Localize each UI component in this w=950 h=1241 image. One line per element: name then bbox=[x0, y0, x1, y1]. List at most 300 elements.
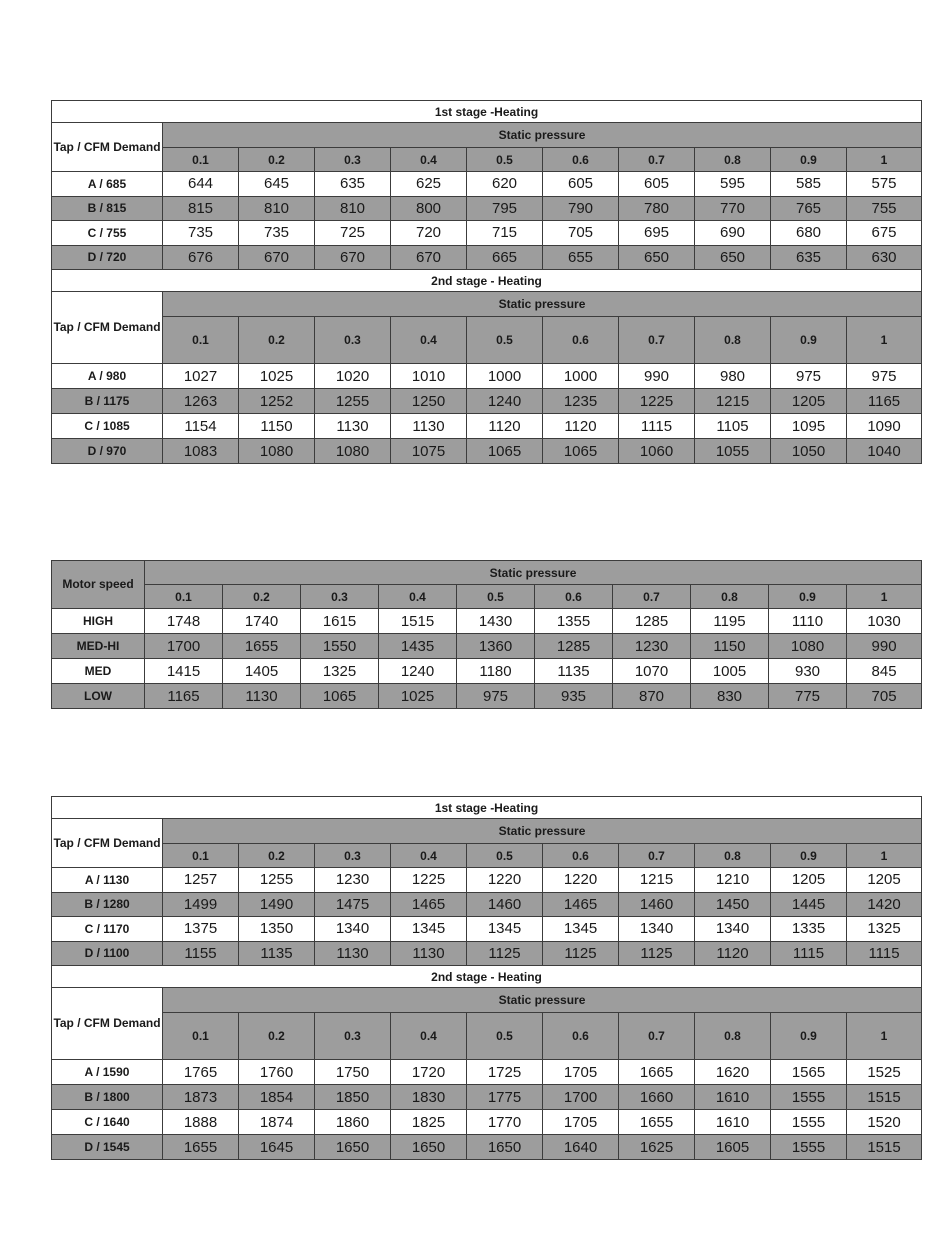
pressure-value-header: 0.8 bbox=[691, 585, 769, 609]
airflow-cell: 795 bbox=[467, 196, 543, 221]
table-row bbox=[52, 634, 922, 659]
static-pressure-row bbox=[52, 123, 922, 148]
airflow-cell: 630 bbox=[847, 245, 922, 270]
airflow-cell: 1220 bbox=[467, 868, 543, 893]
airflow-cell: 1252 bbox=[239, 389, 315, 414]
static-pressure-header: Static pressure bbox=[163, 292, 922, 317]
airflow-cell: 1130 bbox=[391, 414, 467, 439]
section-title-row bbox=[52, 101, 922, 123]
airflow-table-a bbox=[51, 100, 922, 464]
airflow-cell: 990 bbox=[619, 364, 695, 389]
airflow-cell: 1888 bbox=[163, 1110, 239, 1135]
airflow-cell: 1205 bbox=[847, 868, 922, 893]
airflow-cell: 670 bbox=[315, 245, 391, 270]
tap-cfm-label: C / 1640 bbox=[52, 1110, 163, 1135]
airflow-cell: 1135 bbox=[239, 941, 315, 966]
airflow-cell: 1240 bbox=[467, 389, 543, 414]
airflow-cell: 1660 bbox=[619, 1085, 695, 1110]
airflow-cell: 1180 bbox=[457, 659, 535, 684]
section-title-row bbox=[52, 270, 922, 292]
airflow-cell: 1255 bbox=[239, 868, 315, 893]
airflow-cell: 1445 bbox=[771, 892, 847, 917]
pressure-value-header: 0.4 bbox=[391, 317, 467, 364]
airflow-cell: 1605 bbox=[695, 1135, 771, 1160]
airflow-cell: 775 bbox=[769, 684, 847, 709]
airflow-cell: 1020 bbox=[315, 364, 391, 389]
airflow-cell: 1825 bbox=[391, 1110, 467, 1135]
airflow-cell: 670 bbox=[391, 245, 467, 270]
airflow-cell: 1345 bbox=[391, 917, 467, 942]
pressure-value-header: 0.3 bbox=[301, 585, 379, 609]
airflow-cell: 1120 bbox=[467, 414, 543, 439]
tap-cfm-label: A / 685 bbox=[52, 172, 163, 197]
airflow-cell: 1640 bbox=[543, 1135, 619, 1160]
airflow-cell: 1345 bbox=[543, 917, 619, 942]
airflow-cell: 1240 bbox=[379, 659, 457, 684]
airflow-cell: 1325 bbox=[847, 917, 922, 942]
table-row bbox=[52, 221, 922, 246]
airflow-cell: 635 bbox=[771, 245, 847, 270]
airflow-cell: 1235 bbox=[543, 389, 619, 414]
stage1-heating-section bbox=[52, 797, 922, 966]
airflow-cell: 1375 bbox=[163, 917, 239, 942]
airflow-cell: 845 bbox=[847, 659, 922, 684]
airflow-cell: 1405 bbox=[223, 659, 301, 684]
airflow-cell: 645 bbox=[239, 172, 315, 197]
airflow-cell: 1205 bbox=[771, 389, 847, 414]
airflow-cell: 1725 bbox=[467, 1060, 543, 1085]
airflow-cell: 1765 bbox=[163, 1060, 239, 1085]
table-row bbox=[52, 196, 922, 221]
pressure-value-header: 1 bbox=[847, 1013, 922, 1060]
airflow-cell: 1130 bbox=[391, 941, 467, 966]
stage2-heating-section bbox=[52, 270, 922, 464]
stage2-heating-section bbox=[52, 966, 922, 1160]
airflow-cell: 1150 bbox=[239, 414, 315, 439]
static-pressure-row bbox=[52, 819, 922, 844]
airflow-cell: 1130 bbox=[315, 941, 391, 966]
table-row bbox=[52, 659, 922, 684]
pressure-value-header: 0.5 bbox=[467, 844, 543, 868]
airflow-cell: 1775 bbox=[467, 1085, 543, 1110]
airflow-cell: 720 bbox=[391, 221, 467, 246]
airflow-cell: 1000 bbox=[543, 364, 619, 389]
airflow-cell: 1655 bbox=[619, 1110, 695, 1135]
pressure-value-header: 0.7 bbox=[619, 844, 695, 868]
airflow-cell: 1285 bbox=[613, 609, 691, 634]
airflow-cell: 1645 bbox=[239, 1135, 315, 1160]
airflow-cell: 1010 bbox=[391, 364, 467, 389]
airflow-cell: 800 bbox=[391, 196, 467, 221]
airflow-cell: 1110 bbox=[769, 609, 847, 634]
airflow-cell: 1830 bbox=[391, 1085, 467, 1110]
airflow-cell: 1225 bbox=[619, 389, 695, 414]
airflow-cell: 1655 bbox=[163, 1135, 239, 1160]
airflow-cell: 1465 bbox=[391, 892, 467, 917]
airflow-cell: 1740 bbox=[223, 609, 301, 634]
tap-cfm-label: C / 1170 bbox=[52, 917, 163, 942]
airflow-cell: 1285 bbox=[535, 634, 613, 659]
airflow-cell: 1340 bbox=[619, 917, 695, 942]
pressure-value-header: 1 bbox=[847, 317, 922, 364]
airflow-cell: 990 bbox=[847, 634, 922, 659]
motor-speed-table bbox=[51, 560, 922, 709]
airflow-cell: 755 bbox=[847, 196, 922, 221]
airflow-cell: 575 bbox=[847, 172, 922, 197]
airflow-cell: 680 bbox=[771, 221, 847, 246]
section-title-row bbox=[52, 797, 922, 819]
airflow-cell: 1650 bbox=[467, 1135, 543, 1160]
airflow-cell: 605 bbox=[543, 172, 619, 197]
pressure-value-header: 0.2 bbox=[239, 148, 315, 172]
airflow-cell: 980 bbox=[695, 364, 771, 389]
airflow-cell: 1025 bbox=[379, 684, 457, 709]
airflow-cell: 790 bbox=[543, 196, 619, 221]
airflow-cell: 1135 bbox=[535, 659, 613, 684]
airflow-cell: 705 bbox=[847, 684, 922, 709]
airflow-cell: 1475 bbox=[315, 892, 391, 917]
table-row bbox=[52, 1085, 922, 1110]
airflow-cell: 1350 bbox=[239, 917, 315, 942]
pressure-value-header: 0.5 bbox=[467, 1013, 543, 1060]
airflow-cell: 1220 bbox=[543, 868, 619, 893]
pressure-value-header: 0.5 bbox=[467, 317, 543, 364]
airflow-cell: 1195 bbox=[691, 609, 769, 634]
airflow-cell: 1025 bbox=[239, 364, 315, 389]
pressure-value-header: 0.7 bbox=[619, 317, 695, 364]
airflow-cell: 1720 bbox=[391, 1060, 467, 1085]
airflow-cell: 644 bbox=[163, 172, 239, 197]
airflow-cell: 975 bbox=[457, 684, 535, 709]
airflow-cell: 1340 bbox=[315, 917, 391, 942]
section-title-row bbox=[52, 966, 922, 988]
airflow-table-b bbox=[51, 796, 922, 1160]
tap-cfm-label: B / 1800 bbox=[52, 1085, 163, 1110]
pressure-value-header: 0.9 bbox=[771, 317, 847, 364]
airflow-cell: 1748 bbox=[145, 609, 223, 634]
airflow-cell: 1215 bbox=[695, 389, 771, 414]
table-row bbox=[52, 868, 922, 893]
motor-speed-label: MED bbox=[52, 659, 145, 684]
pressure-value-header: 1 bbox=[847, 844, 922, 868]
table-row bbox=[52, 1135, 922, 1160]
airflow-cell: 1420 bbox=[847, 892, 922, 917]
airflow-cell: 1610 bbox=[695, 1110, 771, 1135]
pressure-values-row bbox=[52, 585, 922, 609]
airflow-cell: 1490 bbox=[239, 892, 315, 917]
airflow-cell: 1325 bbox=[301, 659, 379, 684]
pressure-value-header: 0.1 bbox=[163, 844, 239, 868]
airflow-cell: 1095 bbox=[771, 414, 847, 439]
airflow-cell: 1125 bbox=[619, 941, 695, 966]
pressure-values-row bbox=[52, 844, 922, 868]
section-title: 1st stage -Heating bbox=[52, 797, 922, 819]
airflow-cell: 1430 bbox=[457, 609, 535, 634]
airflow-cell: 1435 bbox=[379, 634, 457, 659]
table-row bbox=[52, 389, 922, 414]
airflow-cell: 830 bbox=[691, 684, 769, 709]
pressure-value-header: 0.9 bbox=[771, 1013, 847, 1060]
airflow-cell: 676 bbox=[163, 245, 239, 270]
airflow-cell: 675 bbox=[847, 221, 922, 246]
airflow-cell: 1550 bbox=[301, 634, 379, 659]
pressure-value-header: 0.6 bbox=[543, 844, 619, 868]
airflow-cell: 1360 bbox=[457, 634, 535, 659]
table-row bbox=[52, 364, 922, 389]
pressure-value-header: 1 bbox=[847, 148, 922, 172]
airflow-cell: 620 bbox=[467, 172, 543, 197]
airflow-cell: 650 bbox=[695, 245, 771, 270]
airflow-cell: 1854 bbox=[239, 1085, 315, 1110]
motor-speed-label: HIGH bbox=[52, 609, 145, 634]
motor-speed-label: LOW bbox=[52, 684, 145, 709]
airflow-cell: 690 bbox=[695, 221, 771, 246]
pressure-value-header: 0.3 bbox=[315, 148, 391, 172]
airflow-cell: 1230 bbox=[315, 868, 391, 893]
pressure-value-header: 0.9 bbox=[771, 148, 847, 172]
pressure-value-header: 0.3 bbox=[315, 1013, 391, 1060]
tap-cfm-label: B / 1175 bbox=[52, 389, 163, 414]
table-row bbox=[52, 172, 922, 197]
table-row bbox=[52, 892, 922, 917]
airflow-cell: 1555 bbox=[771, 1085, 847, 1110]
table-row bbox=[52, 609, 922, 634]
pressure-value-header: 0.1 bbox=[163, 1013, 239, 1060]
airflow-cell: 1215 bbox=[619, 868, 695, 893]
airflow-cell: 1555 bbox=[771, 1135, 847, 1160]
airflow-cell: 1075 bbox=[391, 439, 467, 464]
airflow-cell: 1620 bbox=[695, 1060, 771, 1085]
airflow-cell: 1080 bbox=[239, 439, 315, 464]
airflow-cell: 1154 bbox=[163, 414, 239, 439]
airflow-cell: 1165 bbox=[145, 684, 223, 709]
tap-cfm-label: A / 1130 bbox=[52, 868, 163, 893]
table-row bbox=[52, 1060, 922, 1085]
pressure-value-header: 0.5 bbox=[457, 585, 535, 609]
tap-cfm-label: B / 1280 bbox=[52, 892, 163, 917]
pressure-value-header: 0.9 bbox=[771, 844, 847, 868]
airflow-cell: 1263 bbox=[163, 389, 239, 414]
airflow-cell: 1650 bbox=[315, 1135, 391, 1160]
tap-cfm-demand-header: Tap / CFM Demand bbox=[52, 988, 163, 1060]
static-pressure-header: Static pressure bbox=[163, 123, 922, 148]
motor-speed-label: MED-HI bbox=[52, 634, 145, 659]
airflow-cell: 695 bbox=[619, 221, 695, 246]
tap-cfm-label: B / 815 bbox=[52, 196, 163, 221]
stage1-heating-section bbox=[52, 101, 922, 270]
pressure-value-header: 0.6 bbox=[535, 585, 613, 609]
pressure-values-row bbox=[52, 1013, 922, 1060]
pressure-value-header: 0.3 bbox=[315, 317, 391, 364]
airflow-cell: 1027 bbox=[163, 364, 239, 389]
airflow-cell: 765 bbox=[771, 196, 847, 221]
airflow-cell: 1873 bbox=[163, 1085, 239, 1110]
static-pressure-header: Static pressure bbox=[163, 988, 922, 1013]
tap-cfm-label: D / 970 bbox=[52, 439, 163, 464]
airflow-cell: 1555 bbox=[771, 1110, 847, 1135]
pressure-value-header: 0.1 bbox=[163, 148, 239, 172]
pressure-value-header: 0.9 bbox=[769, 585, 847, 609]
pressure-value-header: 0.3 bbox=[315, 844, 391, 868]
airflow-cell: 1250 bbox=[391, 389, 467, 414]
airflow-cell: 735 bbox=[163, 221, 239, 246]
airflow-cell: 1465 bbox=[543, 892, 619, 917]
section-title: 2nd stage - Heating bbox=[52, 966, 922, 988]
pressure-value-header: 0.4 bbox=[379, 585, 457, 609]
pressure-value-header: 0.6 bbox=[543, 1013, 619, 1060]
pressure-value-header: 0.8 bbox=[695, 317, 771, 364]
airflow-cell: 1335 bbox=[771, 917, 847, 942]
airflow-cell: 1750 bbox=[315, 1060, 391, 1085]
airflow-cell: 1040 bbox=[847, 439, 922, 464]
tap-cfm-demand-header: Tap / CFM Demand bbox=[52, 819, 163, 868]
airflow-cell: 1105 bbox=[695, 414, 771, 439]
tap-cfm-label: C / 1085 bbox=[52, 414, 163, 439]
airflow-cell: 975 bbox=[847, 364, 922, 389]
section-title: 1st stage -Heating bbox=[52, 101, 922, 123]
airflow-cell: 1150 bbox=[691, 634, 769, 659]
airflow-cell: 1450 bbox=[695, 892, 771, 917]
airflow-cell: 870 bbox=[613, 684, 691, 709]
airflow-cell: 1125 bbox=[543, 941, 619, 966]
table-row bbox=[52, 439, 922, 464]
pressure-value-header: 0.2 bbox=[239, 844, 315, 868]
static-pressure-row bbox=[52, 988, 922, 1013]
tap-cfm-label: A / 1590 bbox=[52, 1060, 163, 1085]
tap-cfm-demand-header: Tap / CFM Demand bbox=[52, 123, 163, 172]
airflow-cell: 1165 bbox=[847, 389, 922, 414]
airflow-cell: 935 bbox=[535, 684, 613, 709]
tap-cfm-demand-header: Tap / CFM Demand bbox=[52, 292, 163, 364]
pressure-value-header: 0.2 bbox=[239, 1013, 315, 1060]
airflow-cell: 1565 bbox=[771, 1060, 847, 1085]
airflow-cell: 1050 bbox=[771, 439, 847, 464]
airflow-cell: 1255 bbox=[315, 389, 391, 414]
airflow-cell: 635 bbox=[315, 172, 391, 197]
pressure-value-header: 0.8 bbox=[695, 844, 771, 868]
airflow-cell: 1210 bbox=[695, 868, 771, 893]
airflow-cell: 735 bbox=[239, 221, 315, 246]
airflow-cell: 975 bbox=[771, 364, 847, 389]
airflow-cell: 1665 bbox=[619, 1060, 695, 1085]
pressure-value-header: 0.4 bbox=[391, 844, 467, 868]
airflow-cell: 1850 bbox=[315, 1085, 391, 1110]
airflow-cell: 1230 bbox=[613, 634, 691, 659]
pressure-value-header: 0.2 bbox=[239, 317, 315, 364]
airflow-cell: 725 bbox=[315, 221, 391, 246]
airflow-cell: 1415 bbox=[145, 659, 223, 684]
airflow-cell: 670 bbox=[239, 245, 315, 270]
airflow-cell: 595 bbox=[695, 172, 771, 197]
motor-speed-header: Motor speed bbox=[52, 561, 145, 609]
airflow-cell: 1355 bbox=[535, 609, 613, 634]
airflow-cell: 1760 bbox=[239, 1060, 315, 1085]
pressure-value-header: 0.1 bbox=[163, 317, 239, 364]
tap-cfm-label: D / 1100 bbox=[52, 941, 163, 966]
airflow-cell: 1120 bbox=[543, 414, 619, 439]
pressure-value-header: 0.7 bbox=[619, 1013, 695, 1060]
table-row bbox=[52, 414, 922, 439]
airflow-cell: 1115 bbox=[771, 941, 847, 966]
pressure-value-header: 0.2 bbox=[223, 585, 301, 609]
table-row bbox=[52, 1110, 922, 1135]
airflow-cell: 1083 bbox=[163, 439, 239, 464]
static-pressure-header: Static pressure bbox=[163, 819, 922, 844]
airflow-cell: 1460 bbox=[619, 892, 695, 917]
airflow-cell: 1650 bbox=[391, 1135, 467, 1160]
airflow-cell: 1120 bbox=[695, 941, 771, 966]
airflow-cell: 715 bbox=[467, 221, 543, 246]
pressure-values-row bbox=[52, 317, 922, 364]
pressure-value-header: 0.7 bbox=[619, 148, 695, 172]
pressure-value-header: 0.4 bbox=[391, 1013, 467, 1060]
airflow-cell: 1610 bbox=[695, 1085, 771, 1110]
airflow-cell: 1515 bbox=[847, 1085, 922, 1110]
pressure-value-header: 0.7 bbox=[613, 585, 691, 609]
airflow-cell: 780 bbox=[619, 196, 695, 221]
airflow-cell: 1520 bbox=[847, 1110, 922, 1135]
airflow-cell: 1515 bbox=[379, 609, 457, 634]
airflow-cell: 665 bbox=[467, 245, 543, 270]
airflow-cell: 1700 bbox=[543, 1085, 619, 1110]
airflow-cell: 1080 bbox=[315, 439, 391, 464]
airflow-cell: 810 bbox=[239, 196, 315, 221]
airflow-cell: 1205 bbox=[771, 868, 847, 893]
airflow-cell: 655 bbox=[543, 245, 619, 270]
tap-cfm-label: D / 720 bbox=[52, 245, 163, 270]
pressure-value-header: 1 bbox=[847, 585, 922, 609]
table-row bbox=[52, 941, 922, 966]
airflow-cell: 1080 bbox=[769, 634, 847, 659]
pressure-value-header: 0.1 bbox=[145, 585, 223, 609]
airflow-cell: 1115 bbox=[619, 414, 695, 439]
airflow-cell: 705 bbox=[543, 221, 619, 246]
airflow-cell: 1874 bbox=[239, 1110, 315, 1135]
static-pressure-row bbox=[52, 292, 922, 317]
airflow-cell: 650 bbox=[619, 245, 695, 270]
airflow-cell: 1155 bbox=[163, 941, 239, 966]
airflow-cell: 1525 bbox=[847, 1060, 922, 1085]
airflow-cell: 625 bbox=[391, 172, 467, 197]
airflow-cell: 1000 bbox=[467, 364, 543, 389]
pressure-value-header: 0.4 bbox=[391, 148, 467, 172]
airflow-cell: 1655 bbox=[223, 634, 301, 659]
airflow-cell: 1115 bbox=[847, 941, 922, 966]
airflow-cell: 810 bbox=[315, 196, 391, 221]
section-title: 2nd stage - Heating bbox=[52, 270, 922, 292]
airflow-cell: 1225 bbox=[391, 868, 467, 893]
airflow-cell: 1257 bbox=[163, 868, 239, 893]
airflow-cell: 1515 bbox=[847, 1135, 922, 1160]
airflow-cell: 1060 bbox=[619, 439, 695, 464]
airflow-cell: 1705 bbox=[543, 1110, 619, 1135]
airflow-cell: 1340 bbox=[695, 917, 771, 942]
pressure-value-header: 0.5 bbox=[467, 148, 543, 172]
airflow-cell: 1130 bbox=[315, 414, 391, 439]
airflow-cell: 1460 bbox=[467, 892, 543, 917]
pressure-value-header: 0.6 bbox=[543, 317, 619, 364]
airflow-cell: 1090 bbox=[847, 414, 922, 439]
airflow-cell: 1065 bbox=[467, 439, 543, 464]
airflow-cell: 1345 bbox=[467, 917, 543, 942]
motor-speed-section bbox=[52, 561, 922, 709]
airflow-cell: 585 bbox=[771, 172, 847, 197]
pressure-values-row bbox=[52, 148, 922, 172]
pressure-value-header: 0.8 bbox=[695, 148, 771, 172]
table-row bbox=[52, 684, 922, 709]
airflow-cell: 1125 bbox=[467, 941, 543, 966]
airflow-cell: 1065 bbox=[301, 684, 379, 709]
